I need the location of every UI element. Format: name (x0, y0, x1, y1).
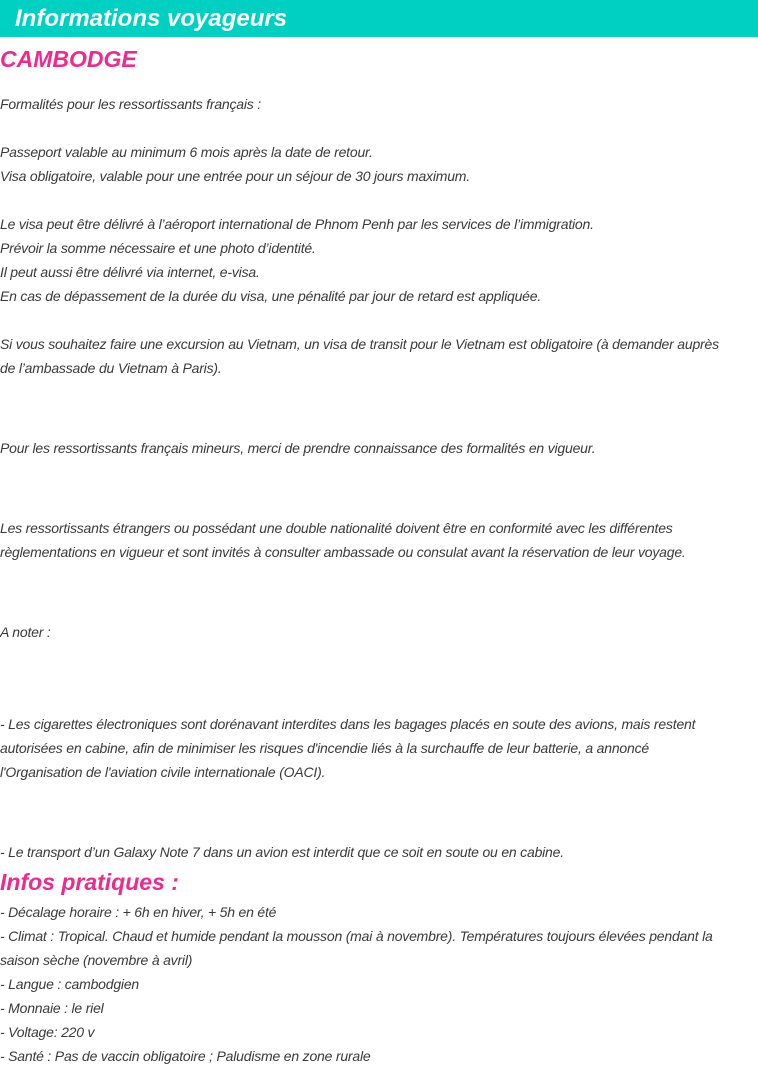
langue-item: - Langue : cambodgien (0, 976, 140, 992)
penalite-text: En cas de dépassement de la durée du visa, une pénalité par jour de retard est appliquée. (0, 288, 542, 304)
voltage-item: - Voltage: 220 v (0, 1024, 95, 1040)
passeport-text: Passeport valable au minimum 6 mois après la date de retour. (0, 144, 373, 160)
formalites-intro: Formalités pour les ressortissants français : (0, 96, 261, 112)
infos-pratiques-title: Infos pratiques : (0, 869, 179, 895)
climat-item-line1: - Climat : Tropical. Chaud et humide pendant la mousson (mai à novembre). Températures toujours élevées pendant la (0, 928, 713, 944)
galaxy-text: - Le transport d’un Galaxy Note 7 dans un avion est interdit que ce soit en soute ou en cabine. (0, 844, 564, 860)
decalage-item: - Décalage horaire : + 6h en hiver, + 5h en été (0, 904, 277, 920)
etrangers-text-line1: Les ressortissants étrangers ou possédant une double nationalité doivent être en conformité avec les différentes (0, 520, 673, 536)
prevoir-text: Prévoir la somme nécessaire et une photo d’identité. (0, 240, 316, 256)
vietnam-text-line2: de l’ambassade du Vietnam à Paris). (0, 360, 222, 376)
header-banner (0, 0, 758, 37)
cigarettes-text-line1: - Les cigarettes électroniques sont dorénavant interdites dans les bagages placés en soute des avions, mais restent (0, 716, 696, 732)
vietnam-text-line1: Si vous souhaitez faire une excursion au Vietnam, un visa de transit pour le Vietnam est obligatoire (à demander auprès (0, 336, 719, 352)
evisa-text: Il peut aussi être délivré via internet, e-visa. (0, 264, 260, 280)
monnaie-item: - Monnaie : le riel (0, 1000, 104, 1016)
climat-item-line2: saison sèche (novembre à avril) (0, 952, 193, 968)
a-noter-label: A noter : (0, 624, 51, 640)
etrangers-text-line2: règlementations en vigueur et sont invités à consulter ambassade ou consulat avant la réservation de leur voyage. (0, 544, 686, 560)
cigarettes-text-line3: l'Organisation de l'aviation civile internationale (OACI). (0, 764, 326, 780)
visa-aeroport-text: Le visa peut être délivré à l’aéroport international de Phnom Penh par les services de l’immigration. (0, 216, 594, 232)
mineurs-text: Pour les ressortissants français mineurs, merci de prendre connaissance des formalités en vigueur. (0, 440, 596, 456)
main-content (0, 37, 754, 1068)
visa-text: Visa obligatoire, valable pour une entrée pour un séjour de 30 jours maximum. (0, 168, 470, 184)
country-title: CAMBODGE (0, 46, 137, 72)
cigarettes-text-line2: autorisées en cabine, afin de minimiser les risques d'incendie liés à la surchauffe de leur batterie, a annoncé (0, 740, 649, 756)
page-title: Informations voyageurs (15, 5, 288, 32)
sante-item: - Santé : Pas de vaccin obligatoire ; Paludisme en zone rurale (0, 1048, 371, 1064)
